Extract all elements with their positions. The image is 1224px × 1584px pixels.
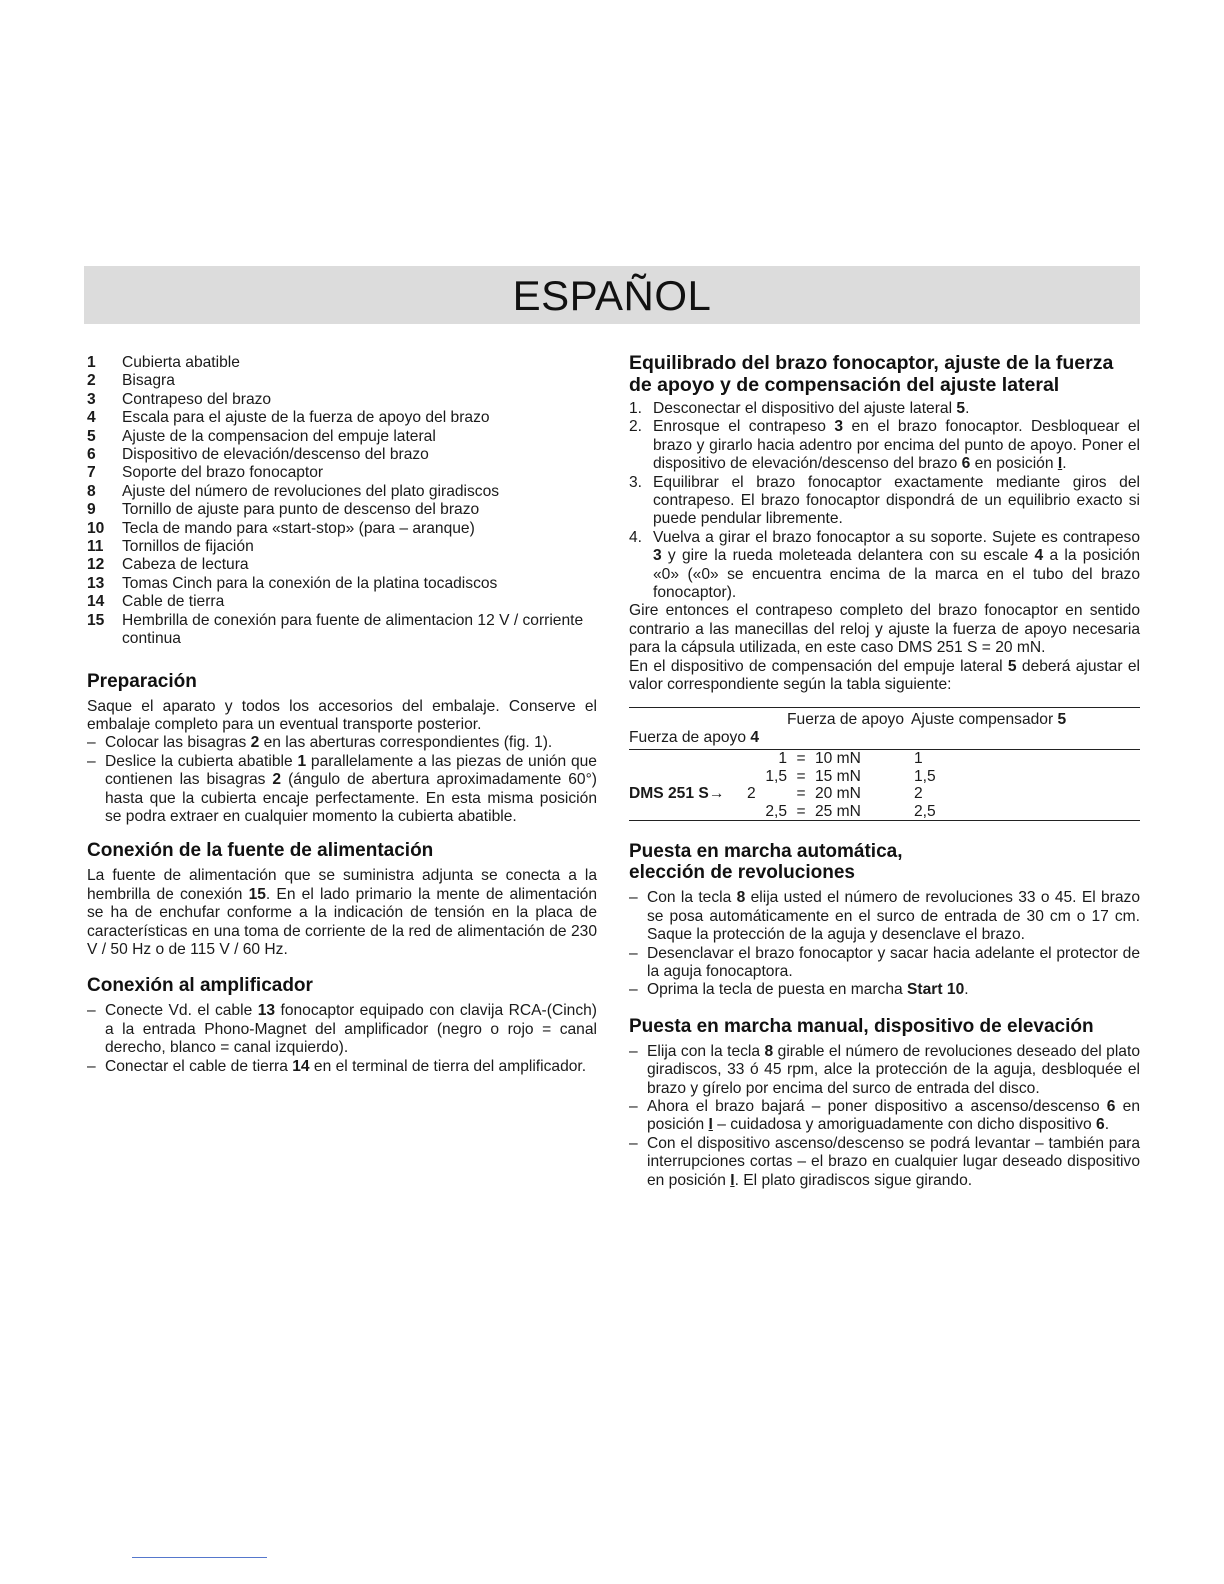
- list-item: – Colocar las bisagras 2 en las aberturas correspondientes (fig. 1).: [87, 734, 553, 752]
- fuente-paragraph: La fuente de alimentación que se suministra adjunta se conecta a la hembrilla de conexión 15. En el lado primario la mente de alimentación se ha de enchufar conforme a la indicación de tensión en la placa de características en una toma de corriente de la red de alimentación de 230 V / 50 Hz o de 115 V / 60 Hz.: [87, 867, 598, 958]
- preparacion-heading: Preparación: [87, 670, 197, 692]
- manual-heading: Puesta en marcha manual, dispositivo de elevación: [629, 1015, 1094, 1037]
- language-banner: [84, 266, 1140, 324]
- footer-divider: [132, 1557, 267, 1558]
- list-item: 12 Cabeza de lectura: [87, 556, 249, 574]
- list-item: – Con el dispositivo ascenso/descenso se podrá levantar – también para interrupciones cortas – el brazo en cualquier lugar deseado dispositivo en posición I. El plato giradiscos sigue girando.: [629, 1134, 1140, 1189]
- list-item: 14 Cable de tierra: [87, 593, 225, 611]
- left-column: [87, 352, 597, 1076]
- equilibrado-paragraph-1: Gire entonces el contrapeso completo del brazo fonocaptor en sentido contrario a las manecillas del reloj y ajuste la fuerza de apoyo necesaria para la cápsula utilizada, en este caso DMS 251 S = 20 mN.: [629, 602, 1140, 657]
- table-header-ajuste: Ajuste compensador 5: [911, 707, 1140, 729]
- amplificador-heading: Conexión al amplificador: [87, 975, 313, 997]
- preparacion-intro: Saque el aparato y todos los accesorios del embalaje. Conserve el embalaje completo para un eventual transporte posterior.: [87, 697, 597, 733]
- equilibrado-steps: [629, 400, 1140, 602]
- table-row: 1,5 = 15 mN 1,5: [765, 767, 936, 785]
- page-title: ESPAÑOL: [512, 272, 712, 319]
- lowered-position-icon: I: [708, 1116, 713, 1134]
- force-table: [629, 707, 1140, 822]
- list-item: 3 Contrapeso del brazo: [87, 390, 272, 408]
- list-item: 1 Cubierta abatible: [87, 354, 240, 371]
- table-row: 1 = 10 mN 1: [778, 750, 923, 768]
- list-item: – Desenclavar el brazo fonocaptor y sacar hacia adelante el protector de la aguja fonocaptora.: [629, 944, 1140, 980]
- fuente-heading: Conexión de la fuente de alimentación: [87, 840, 434, 862]
- table-row: DMS 251 S→ 2 = 20 mN 2: [629, 785, 923, 803]
- equilibrado-heading: Equilibrado del brazo fonocaptor, ajuste de la fuerza de apoyo y de compensación del ajuste lateral: [629, 352, 1114, 396]
- list-item: – Conecte Vd. el cable 13 fonocaptor equipado con clavija RCA-(Cinch) a la entrada Phono-Magnet del amplificador (negro o rojo = canal derecho, blanco = canal izquierdo).: [87, 1002, 598, 1057]
- parts-list: [87, 354, 597, 649]
- list-item: – Elija con la tecla 8 girable el número de revoluciones deseado del plato giradiscos, 33 ó 45 rpm, alce la protección de la aguja, desbloquée el brazo y gírelo por encima del surco de entrada del disco.: [629, 1042, 1140, 1097]
- automatica-heading: Puesta en marcha automática, elección de revoluciones: [629, 841, 903, 884]
- list-item: 13 Tomas Cinch para la conexión de la platina tocadiscos: [87, 574, 498, 592]
- list-item: 1. Desconectar el dispositivo del ajuste lateral 5.: [629, 400, 970, 417]
- list-item: 7 Soporte del brazo fonocaptor: [87, 464, 324, 482]
- table-row: 2,5 = 25 mN 2,5: [629, 803, 1140, 821]
- lowered-position-icon: I: [1057, 455, 1063, 473]
- list-item: 9 Tornillo de ajuste para punto de descenso del brazo: [87, 501, 480, 519]
- list-item: 15 Hembrilla de conexión para fuente de alimentacion 12 V / corriente continua: [87, 611, 584, 648]
- list-item: 10 Tecla de mando para «start-stop» (para – aranque): [87, 519, 475, 537]
- right-column: [629, 352, 1140, 1190]
- lowered-position-icon: I: [730, 1171, 735, 1189]
- list-item: 5 Ajuste de la compensacion del empuje lateral: [87, 427, 436, 445]
- equilibrado-paragraph-2: En el dispositivo de compensación del empuje lateral 5 deberá ajustar el valor correspondiente según la tabla siguiente:: [629, 657, 1141, 694]
- table-header-fuerza-4: Fuerza de apoyo 4: [629, 729, 1140, 750]
- list-item: – Conectar el cable de tierra 14 en el terminal de tierra del amplificador.: [87, 1057, 587, 1075]
- list-item: 4. Vuelva a girar el brazo fonocaptor a su soporte. Sujete es contrapeso 3 y gire la rueda moleteada delantera con su escale 4 a la posición «0» («0» se encuentra encima de la marca en el tubo del brazo fonocaptor).: [629, 528, 1140, 602]
- list-item: 6 Dispositivo de elevación/descenso del brazo: [87, 446, 429, 464]
- table-header-fuerza: Fuerza de apoyo: [787, 707, 911, 729]
- list-item: – Ahora el brazo bajará – poner dispositivo a ascenso/descenso 6 en posición I – cuidadosa y amoriguadamente con dicho dispositivo 6.: [629, 1097, 1140, 1134]
- list-item: – Deslice la cubierta abatible 1 parallelamente a las piezas de unión que contienen las bisagras 2 (ángulo de abertura aproximadamente 60°) hasta que la cubierta encaje perfectamente. En esta misma posición se podra extraer en cualquier momento la cubierta abatible.: [87, 752, 597, 825]
- list-item: 2. Enrosque el contrapeso 3 en el brazo fonocaptor. Desbloquear el brazo y girarlo hacia adentro por encima del punto de apoyo. Poner el dispositivo de elevación/descenso del brazo 6 en posición I.: [629, 418, 1140, 473]
- list-item: 3. Equilibrar el brazo fonocaptor exactamente mediante giros del contrapeso. El brazo fonocaptor dispondrá de un equilibrio exacto si puede pendular libremente.: [629, 473, 1140, 528]
- list-item: 11 Tornillos de fijación: [87, 538, 254, 556]
- list-item: – Con la tecla 8 elija usted el número de revoluciones 33 o 45. El brazo se posa automáticamente en el surco de entrada de 30 cm o 17 cm. Saque la protección de la aguja y desenclave el brazo.: [629, 889, 1141, 944]
- list-item: 2 Bisagra: [87, 372, 175, 390]
- list-item: 4 Escala para el ajuste de la fuerza de apoyo del brazo: [87, 409, 490, 427]
- list-item: – Oprima la tecla de puesta en marcha Start 10.: [629, 981, 969, 999]
- list-item: 8 Ajuste del número de revoluciones del plato giradiscos: [87, 482, 500, 500]
